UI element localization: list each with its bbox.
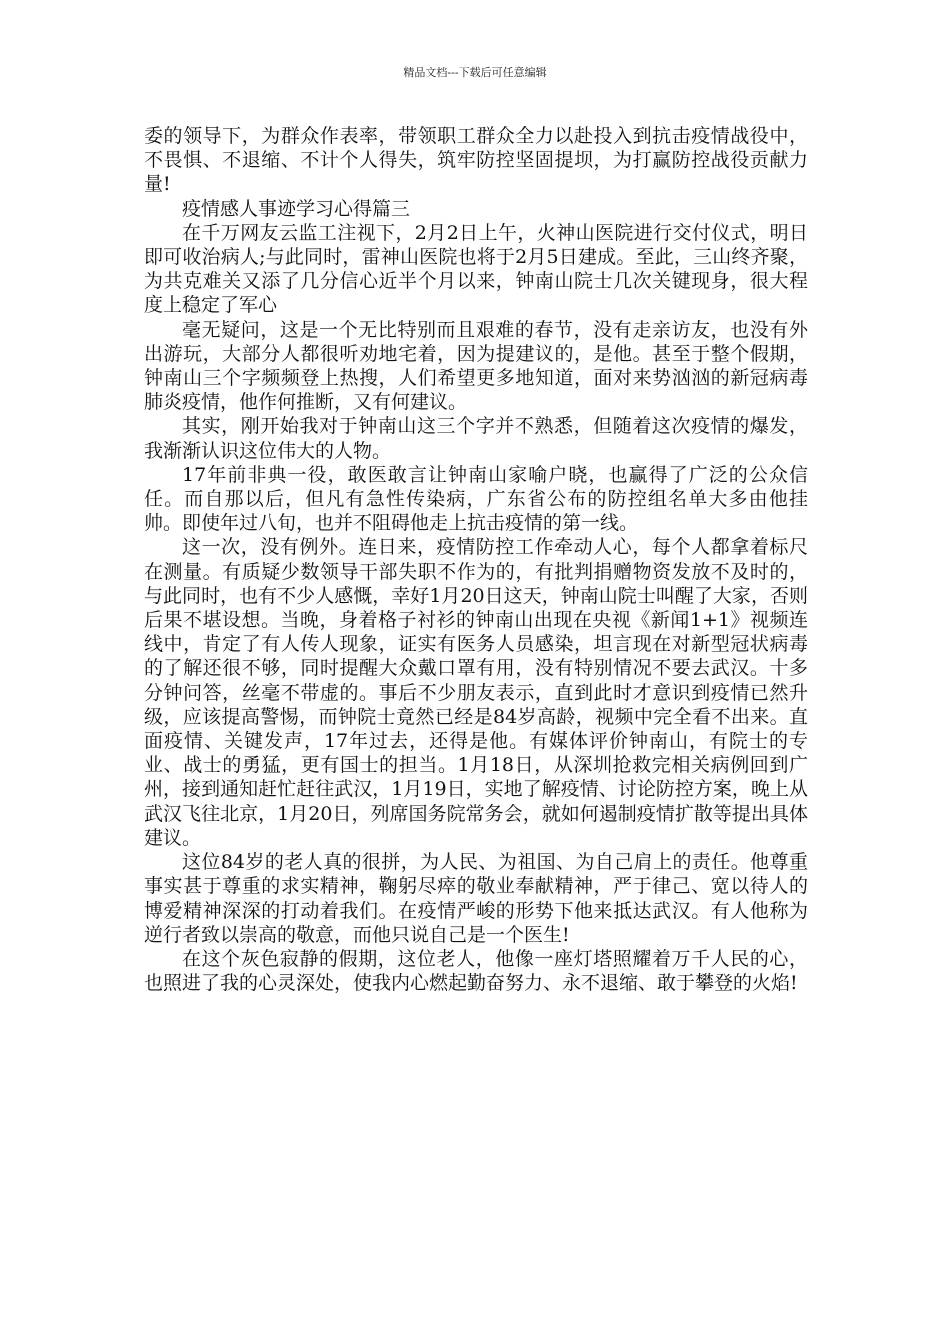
body-paragraph-5: 这一次，没有例外。连日来，疫情防控工作牵动人心，每个人都拿着标尺在测量。有质疑少数领导干部失职不作为的，有批判捐赠物资发放不及时的，与此同时，也有不少人感慨，幸好1月20日这天，钟南山院士叫醒了大家，否则后果不堪设想。当晚，身着格子衬衫的钟南山出现在央视《新闻1+1》视频连线中，肯定了有人传人现象，证实有医务人员感染，坦言现在对新型冠状病毒的了解还很不够，同时提醒大众戴口罩有用，没有特别情况不要去武汉。十多分钟问答，丝毫不带虚的。事后不少朋友表示，直到此时才意识到疫情已然升级，应该提高警惕，而钟院士竟然已经是84岁高龄，视频中完全看不出来。直面疫情、关键发声，17年过去，还得是他。有媒体评价钟南山，有院士的专业、战士的勇猛，更有国士的担当。1月18日，从深圳抢救完相关病例回到广州，接到通知赶忙赶往武汉，1月19日，实地了解疫情、讨论防控方案，晚上从武汉飞往北京，1月20日，列席国务院常务会，就如何遏制疫情扩散等提出具体建议。 [144,536,808,849]
page-header: 精品文档---下载后可任意编辑 [403,66,547,79]
continuation-paragraph: 委的领导下，为群众作表率，带领职工群众全力以赴投入到抗击疫情战役中，不畏惧、不退缩、不计个人得失，筑牢防控坚固提坝，为打赢防控战役贡献力量! [144,125,808,196]
body-paragraph-4: 17年前非典一役，敢医敢言让钟南山家喻户晓，也赢得了广泛的公众信任。而自那以后，但凡有急性传染病，广东省公布的防控组名单大多由他挂帅。即使年过八旬，也并不阻碍他走上抗击疫情的第一线。 [144,463,808,535]
body-paragraph-1: 在千万网友云监工注视下，2月2日上午，火神山医院进行交付仪式，明日即可收治病人;与此同时，雷神山医院也将于2月5日建成。至此，三山终齐聚，为共克难关又添了几分信心近半个月以来，钟南山院士几次关键现身，很大程度上稳定了军心 [144,221,808,317]
body-paragraph-3: 其实，刚开始我对于钟南山这三个字并不熟悉，但随着这次疫情的爆发，我渐渐认识这位伟大的人物。 [144,415,808,462]
document-body [144,124,808,995]
body-paragraph-6: 这位84岁的老人真的很拼，为人民、为祖国、为自己肩上的责任。他尊重事实甚于尊重的求实精神，鞠躬尽瘁的敬业奉献精神，严于律己、宽以待人的博爱精神深深的打动着我们。在疫情严峻的形势下他来抵达武汉。有人他称为逆行者致以崇高的敬意，而他只说自己是一个医生! [144,851,808,946]
body-paragraph-2: 毫无疑问，这是一个无比特别而且艰难的春节，没有走亲访友，也没有外出游玩，大部分人都很听劝地宅着，因为提建议的，是他。甚至于整个假期，钟南山三个字频频登上热搜，人们希望更多地知道，面对来势汹汹的新冠病毒肺炎疫情，他作何推断，又有何建议。 [144,318,808,414]
body-paragraph-7: 在这个灰色寂静的假期，这位老人，他像一座灯塔照耀着万千人民的心，也照进了我的心灵深处，使我内心燃起勤奋努力、永不退缩、敢于攀登的火焰! [144,947,808,995]
section-title: 疫情感人事迹学习心得篇三 [182,197,411,220]
